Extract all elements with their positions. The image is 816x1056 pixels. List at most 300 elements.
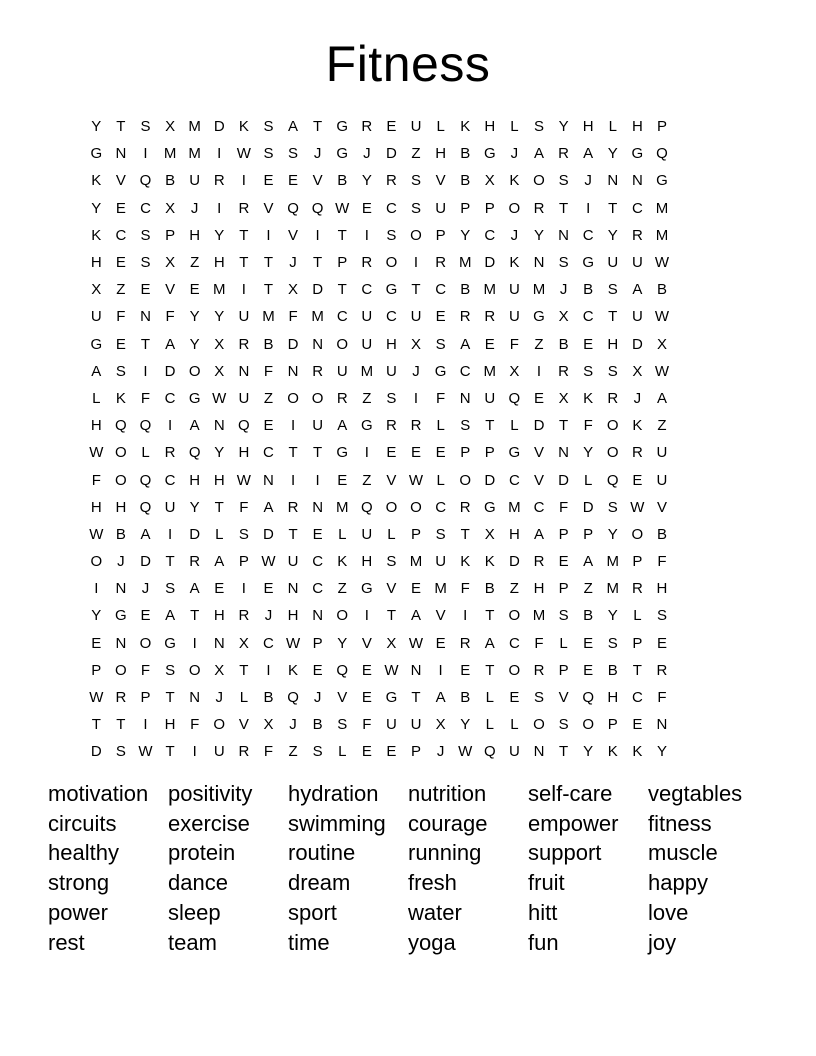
grid-letter: A xyxy=(533,145,544,163)
grid-letter: E xyxy=(411,580,422,598)
grid-letter: S xyxy=(411,172,422,190)
grid-letter: L xyxy=(436,417,445,435)
grid-letter: T xyxy=(411,281,421,299)
grid-letter: F xyxy=(140,389,151,407)
grid-letter: B xyxy=(337,172,348,190)
grid-letter: O xyxy=(287,389,299,407)
grid-letter: P xyxy=(411,525,422,543)
grid-row xyxy=(84,385,732,412)
grid-letter: N xyxy=(115,580,127,598)
grid-letter: K xyxy=(238,118,249,136)
grid-row xyxy=(84,630,732,657)
grid-letter: E xyxy=(288,172,299,190)
grid-letter: X xyxy=(288,281,299,299)
grid-letter: X xyxy=(411,335,422,353)
grid-letter: O xyxy=(459,471,472,489)
grid-row xyxy=(84,412,732,439)
grid-letter: Y xyxy=(189,335,200,353)
grid-letter: V xyxy=(435,172,446,190)
grid-letter: T xyxy=(608,199,618,217)
grid-letter: C xyxy=(263,634,274,652)
grid-letter: U xyxy=(386,716,397,734)
grid-letter: C xyxy=(386,199,397,217)
grid-letter: E xyxy=(509,689,520,707)
grid-letter: H xyxy=(213,471,225,489)
grid-letter: Y xyxy=(337,634,348,652)
grid-row xyxy=(84,575,732,602)
grid-letter: B xyxy=(583,607,594,625)
grid-letter: K xyxy=(484,553,495,571)
grid-letter: C xyxy=(263,444,274,462)
grid-letter: G xyxy=(656,172,668,190)
grid-row xyxy=(84,331,732,358)
grid-letter: J xyxy=(510,145,519,163)
grid-letter: Y xyxy=(361,172,372,190)
word-list xyxy=(48,779,768,958)
word-list-item: self-care xyxy=(528,780,613,806)
grid-letter: J xyxy=(633,389,642,407)
grid-letter: L xyxy=(510,716,519,734)
grid-letter: U xyxy=(238,308,250,326)
grid-letter: M xyxy=(483,362,497,380)
grid-letter: R xyxy=(656,661,668,679)
grid-letter: L xyxy=(633,607,642,625)
grid-letter: S xyxy=(607,498,618,516)
grid-letter: I xyxy=(315,471,320,489)
grid-letter: U xyxy=(631,254,643,272)
grid-letter: T xyxy=(632,661,642,679)
grid-letter: E xyxy=(312,525,323,543)
grid-letter: L xyxy=(510,118,519,136)
grid-letter: V xyxy=(386,471,397,489)
grid-letter: H xyxy=(656,580,668,598)
grid-letter: Z xyxy=(116,281,126,299)
grid-letter: P xyxy=(583,525,594,543)
grid-letter: E xyxy=(411,444,422,462)
grid-row xyxy=(84,195,732,222)
grid-letter: U xyxy=(336,362,348,380)
grid-letter: C xyxy=(435,281,447,299)
grid-letter: S xyxy=(115,743,126,761)
grid-letter: K xyxy=(288,661,299,679)
grid-letter: N xyxy=(533,254,545,272)
grid-letter: I xyxy=(364,226,369,244)
grid-letter: W xyxy=(89,689,104,707)
grid-letter: A xyxy=(632,281,643,299)
grid-letter: I xyxy=(94,580,99,598)
grid-letter: Y xyxy=(656,743,667,761)
grid-letter: B xyxy=(460,689,471,707)
grid-letter: G xyxy=(508,444,521,462)
grid-letter: L xyxy=(92,389,101,407)
grid-letter: A xyxy=(165,335,176,353)
grid-letter: X xyxy=(165,118,176,136)
grid-letter: D xyxy=(164,362,176,380)
grid-letter: V xyxy=(263,199,274,217)
grid-letter: G xyxy=(631,145,644,163)
grid-letter: L xyxy=(141,444,150,462)
grid-letter: S xyxy=(263,145,274,163)
word-list-item: empower xyxy=(528,810,619,836)
grid-letter: X xyxy=(263,716,274,734)
grid-letter: M xyxy=(606,580,620,598)
grid-letter: T xyxy=(485,607,495,625)
grid-letter: N xyxy=(140,308,151,326)
grid-row xyxy=(84,548,732,575)
grid-letter: Q xyxy=(287,689,299,707)
grid-letter: Y xyxy=(583,743,594,761)
grid-letter: K xyxy=(632,417,643,435)
word-list-item: time xyxy=(288,929,330,955)
grid-letter: O xyxy=(410,498,422,516)
grid-letter: G xyxy=(483,498,496,516)
grid-letter: S xyxy=(140,118,151,136)
grid-letter: S xyxy=(238,525,249,543)
grid-letter: W xyxy=(138,743,153,761)
grid-letter: G xyxy=(336,145,349,163)
grid-letter: W xyxy=(212,389,227,407)
word-list-item: sport xyxy=(288,900,337,926)
grid-letter: G xyxy=(582,254,594,272)
grid-letter: L xyxy=(485,689,494,707)
grid-letter: O xyxy=(508,607,521,625)
grid-letter: M xyxy=(458,254,472,272)
grid-letter: E xyxy=(435,634,446,652)
grid-letter: W xyxy=(654,308,670,326)
grid-letter: J xyxy=(289,716,297,734)
grid-letter: E xyxy=(263,417,274,435)
grid-letter: E xyxy=(583,661,594,679)
grid-letter: H xyxy=(508,525,520,543)
grid-row xyxy=(84,303,732,330)
grid-letter: J xyxy=(584,172,592,190)
grid-letter: G xyxy=(90,335,103,353)
grid-row xyxy=(84,466,732,493)
grid-row xyxy=(84,711,732,738)
grid-letter: V xyxy=(656,498,667,516)
grid-letter: D xyxy=(287,335,299,353)
word-list-item: routine xyxy=(288,840,356,866)
grid-letter: I xyxy=(536,362,542,380)
grid-letter: J xyxy=(363,145,371,163)
grid-letter: G xyxy=(90,145,103,163)
grid-letter: Z xyxy=(534,335,544,353)
grid-letter: H xyxy=(287,607,299,625)
grid-letter: D xyxy=(533,417,545,435)
grid-letter: S xyxy=(558,716,569,734)
grid-letter: W xyxy=(261,553,276,571)
grid-letter: J xyxy=(117,553,125,571)
grid-letter: Q xyxy=(336,661,349,679)
grid-letter: I xyxy=(438,661,443,679)
grid-row xyxy=(84,494,732,521)
grid-letter: V xyxy=(288,226,299,244)
grid-letter: F xyxy=(583,417,593,435)
grid-letter: W xyxy=(89,525,104,543)
grid-letter: A xyxy=(91,362,102,380)
word-list-item: dream xyxy=(288,870,351,896)
word-list-item: sleep xyxy=(168,900,221,926)
grid-letter: C xyxy=(582,226,594,244)
grid-letter: U xyxy=(435,553,447,571)
grid-letter: Z xyxy=(337,580,347,598)
grid-letter: M xyxy=(532,281,546,299)
word-list-item: hydration xyxy=(288,780,379,806)
grid-letter: F xyxy=(239,498,249,516)
grid-letter: B xyxy=(312,716,323,734)
grid-letter: O xyxy=(115,471,127,489)
grid-letter: Y xyxy=(91,118,102,136)
grid-row xyxy=(84,602,732,629)
grid-letter: H xyxy=(361,553,373,571)
grid-letter: G xyxy=(385,689,398,707)
grid-letter: L xyxy=(436,471,445,489)
grid-letter: O xyxy=(533,716,545,734)
grid-letter: O xyxy=(582,716,594,734)
grid-letter: Q xyxy=(139,417,152,435)
grid-letter: T xyxy=(165,553,175,571)
grid-letter: S xyxy=(656,607,667,625)
grid-letter: D xyxy=(189,525,201,543)
grid-letter: I xyxy=(167,525,173,543)
grid-letter: J xyxy=(559,281,568,299)
grid-letter: M xyxy=(409,553,423,571)
grid-letter: L xyxy=(387,525,396,543)
grid-letter: W xyxy=(236,471,251,489)
word-list-item: team xyxy=(168,929,217,955)
grid-letter: S xyxy=(607,634,618,652)
grid-letter: T xyxy=(165,743,175,761)
grid-letter: D xyxy=(484,254,496,272)
grid-letter: E xyxy=(484,335,495,353)
grid-letter: S xyxy=(607,281,618,299)
grid-letter: G xyxy=(188,389,201,407)
grid-letter: E xyxy=(115,199,126,217)
grid-letter: T xyxy=(239,254,249,272)
grid-letter: O xyxy=(188,362,201,380)
grid-letter: O xyxy=(508,199,521,217)
grid-letter: F xyxy=(509,335,519,353)
grid-letter: T xyxy=(558,199,569,217)
grid-letter: H xyxy=(189,226,201,244)
grid-letter: T xyxy=(485,417,495,435)
grid-letter: R xyxy=(238,199,250,217)
grid-letter: W xyxy=(285,634,301,652)
grid-letter: K xyxy=(509,254,520,272)
word-list-item: vegtables xyxy=(648,780,743,806)
grid-letter: A xyxy=(140,525,151,543)
grid-letter: W xyxy=(408,471,424,489)
grid-letter: C xyxy=(164,471,176,489)
grid-letter: P xyxy=(632,634,643,652)
grid-letter: O xyxy=(139,634,152,652)
grid-letter: C xyxy=(386,308,397,326)
grid-letter: X xyxy=(558,308,569,326)
grid-letter: T xyxy=(91,716,101,734)
grid-letter: K xyxy=(337,553,348,571)
grid-letter: J xyxy=(313,689,322,707)
grid-letter: S xyxy=(165,661,176,679)
grid-letter: E xyxy=(361,661,372,679)
grid-letter: Y xyxy=(214,308,225,326)
grid-letter: G xyxy=(385,281,398,299)
grid-letter: E xyxy=(189,281,200,299)
grid-letter: R xyxy=(484,308,496,326)
grid-letter: E xyxy=(361,199,372,217)
grid-letter: Q xyxy=(287,199,299,217)
grid-letter: U xyxy=(287,553,299,571)
grid-letter: I xyxy=(290,471,296,489)
grid-letter: X xyxy=(386,634,397,652)
grid-letter: S xyxy=(263,118,274,136)
grid-letter: P xyxy=(312,634,323,652)
grid-letter: C xyxy=(361,281,373,299)
grid-letter: C xyxy=(336,308,348,326)
grid-letter: O xyxy=(606,444,619,462)
grid-letter: S xyxy=(386,389,397,407)
grid-letter: R xyxy=(287,498,299,516)
grid-letter: M xyxy=(262,308,275,326)
grid-letter: N xyxy=(238,362,250,380)
grid-letter: T xyxy=(165,689,175,707)
grid-letter: E xyxy=(558,553,569,571)
grid-letter: B xyxy=(484,580,495,598)
grid-letter: S xyxy=(140,254,151,272)
grid-letter: D xyxy=(484,471,496,489)
grid-letter: R xyxy=(238,335,250,353)
grid-letter: T xyxy=(263,254,274,272)
grid-letter: I xyxy=(241,580,246,598)
grid-letter: R xyxy=(189,553,201,571)
grid-letter: V xyxy=(337,689,348,707)
grid-letter: K xyxy=(583,389,594,407)
grid-letter: N xyxy=(312,607,324,625)
grid-letter: I xyxy=(241,172,246,190)
grid-letter: A xyxy=(484,634,495,652)
grid-letter: F xyxy=(116,308,126,326)
grid-letter: O xyxy=(336,335,349,353)
grid-letter: I xyxy=(241,281,246,299)
grid-letter: Y xyxy=(607,607,618,625)
grid-letter: W xyxy=(236,145,251,163)
grid-letter: T xyxy=(313,118,323,136)
grid-letter: N xyxy=(558,226,569,244)
grid-letter: U xyxy=(361,308,373,326)
grid-letter: R xyxy=(607,389,619,407)
grid-letter: H xyxy=(435,145,447,163)
grid-letter: R xyxy=(459,634,471,652)
grid-letter: T xyxy=(558,417,569,435)
grid-letter: W xyxy=(335,199,350,217)
grid-letter: P xyxy=(558,525,569,543)
grid-letter: G xyxy=(336,118,349,136)
grid-letter: K xyxy=(460,553,471,571)
grid-letter: I xyxy=(266,226,271,244)
grid-letter: K xyxy=(91,226,102,244)
grid-letter: W xyxy=(654,362,670,380)
grid-letter: S xyxy=(558,254,569,272)
grid-letter: D xyxy=(140,553,151,571)
grid-letter: R xyxy=(631,580,643,598)
grid-letter: H xyxy=(631,118,643,136)
word-list-row xyxy=(48,898,768,928)
word-list-item: yoga xyxy=(408,929,456,955)
grid-letter: N xyxy=(287,580,299,598)
grid-letter: E xyxy=(583,335,594,353)
grid-letter: C xyxy=(533,498,545,516)
grid-letter: F xyxy=(534,634,544,652)
grid-letter: M xyxy=(508,498,521,516)
grid-row xyxy=(84,113,732,140)
grid-letter: C xyxy=(508,471,520,489)
grid-letter: X xyxy=(484,525,495,543)
grid-letter: U xyxy=(312,417,324,435)
grid-letter: K xyxy=(91,172,102,190)
grid-row xyxy=(84,222,732,249)
grid-letter: G xyxy=(164,634,176,652)
grid-letter: E xyxy=(386,743,397,761)
grid-letter: M xyxy=(434,580,447,598)
grid-letter: P xyxy=(460,444,471,462)
grid-letter: R xyxy=(164,444,176,462)
grid-letter: M xyxy=(360,362,374,380)
grid-letter: J xyxy=(141,580,150,598)
grid-letter: Q xyxy=(311,199,324,217)
grid-letter: T xyxy=(116,118,126,136)
grid-letter: R xyxy=(361,254,373,272)
grid-letter: S xyxy=(583,362,594,380)
grid-letter: H xyxy=(607,335,619,353)
grid-letter: L xyxy=(338,525,347,543)
grid-letter: X xyxy=(509,362,520,380)
word-list-item: protein xyxy=(168,840,236,866)
grid-letter: V xyxy=(533,444,544,462)
grid-letter: Q xyxy=(483,743,496,761)
grid-letter: N xyxy=(558,444,569,462)
grid-letter: V xyxy=(115,172,126,190)
grid-letter: U xyxy=(361,525,373,543)
grid-letter: V xyxy=(533,471,544,489)
grid-letter: P xyxy=(558,661,569,679)
grid-letter: W xyxy=(89,444,104,462)
grid-letter: V xyxy=(238,716,249,734)
word-list-item: support xyxy=(528,840,602,866)
grid-letter: R xyxy=(213,172,225,190)
grid-letter: X xyxy=(214,335,225,353)
grid-letter: Q xyxy=(582,689,594,707)
grid-letter: E xyxy=(115,254,126,272)
grid-letter: A xyxy=(583,553,594,571)
grid-letter: L xyxy=(510,417,519,435)
grid-letter: F xyxy=(558,498,569,516)
grid-letter: N xyxy=(607,172,619,190)
grid-letter: B xyxy=(460,281,471,299)
grid-letter: E xyxy=(140,281,151,299)
grid-letter: L xyxy=(608,118,617,136)
grid-letter: H xyxy=(90,498,102,516)
grid-letter: D xyxy=(508,553,520,571)
grid-letter: S xyxy=(558,172,569,190)
grid-letter: P xyxy=(411,743,422,761)
word-list-item: water xyxy=(408,900,462,926)
grid-letter: E xyxy=(435,444,446,462)
grid-letter: U xyxy=(410,118,422,136)
grid-letter: D xyxy=(312,281,324,299)
grid-letter: U xyxy=(213,743,225,761)
word-list-item: courage xyxy=(408,810,488,836)
grid-row xyxy=(84,358,732,385)
grid-letter: T xyxy=(239,661,249,679)
